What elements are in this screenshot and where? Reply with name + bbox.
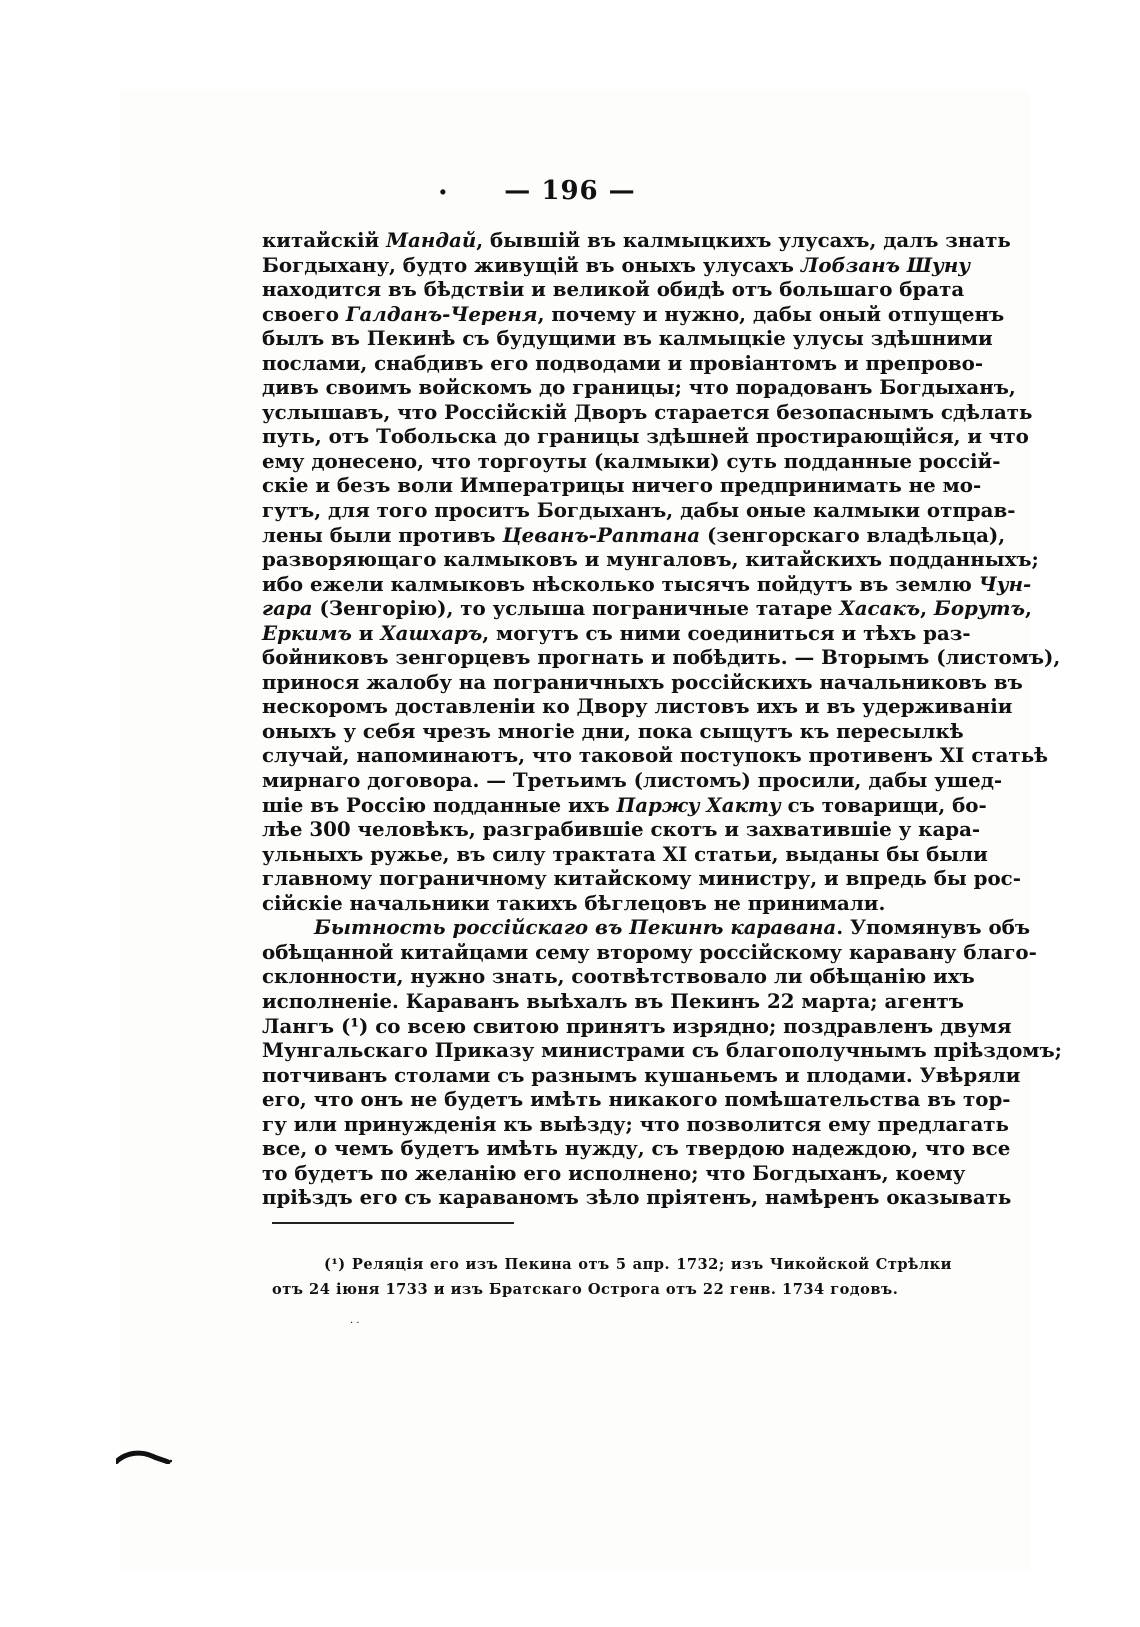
text-run: случай, напоминаютъ, что таковой поступокъ противенъ XI статьѣ bbox=[262, 743, 1049, 768]
text-line bbox=[262, 645, 1061, 670]
text-line bbox=[262, 1087, 1011, 1112]
text-run: китайскій bbox=[262, 228, 387, 252]
text-line bbox=[262, 473, 982, 498]
text-line bbox=[262, 301, 1005, 327]
text-line bbox=[262, 1013, 1012, 1039]
text-run: сійскіе начальники такихъ бѣглецовъ не принимали. bbox=[262, 890, 886, 915]
text-run: шіе въ Россію подданные ихъ bbox=[262, 792, 617, 817]
text-run: бойниковъ зенгорцевъ прогнать и побѣдить. — Вторымъ (листомъ), bbox=[262, 645, 1061, 670]
italic-term: Чун- bbox=[978, 571, 1032, 596]
text-run: , могутъ съ ними соединиться и тѣхъ раз- bbox=[482, 620, 971, 645]
text-line bbox=[262, 939, 1037, 965]
text-line bbox=[262, 1136, 1011, 1161]
text-run: своего bbox=[262, 301, 346, 326]
header-dot: . bbox=[438, 168, 449, 201]
italic-term: Хасакъ bbox=[839, 596, 921, 621]
page-header bbox=[0, 168, 1140, 206]
text-line bbox=[262, 1111, 1009, 1137]
text-line bbox=[262, 252, 971, 278]
text-run: путь, отъ Тобольска до границы здѣшней простирающійся, и что bbox=[262, 424, 1029, 449]
text-line bbox=[262, 350, 984, 376]
text-line bbox=[262, 792, 987, 818]
text-line bbox=[262, 866, 1021, 891]
text-line bbox=[262, 915, 1031, 940]
text-line bbox=[262, 1160, 966, 1186]
text-line bbox=[262, 694, 1013, 719]
footnote-line: отъ 24 іюня 1733 и изъ Братскаго Острога отъ 22 генв. 1734 годовъ. bbox=[272, 1281, 899, 1298]
text-run: лены были противъ bbox=[262, 522, 503, 547]
text-run: дивъ своимъ войскомъ до границы; что порадованъ Богдыханъ, bbox=[262, 375, 1016, 400]
text-run: . Упомянувъ объ bbox=[836, 915, 1031, 940]
text-line bbox=[262, 522, 1006, 548]
text-line bbox=[262, 547, 1039, 572]
text-run: послами, снабдивъ его подводами и провіантомъ и препрово- bbox=[262, 350, 984, 375]
text-line bbox=[262, 817, 981, 842]
text-run: Богдыхану, будто живущій въ оныхъ улусахъ bbox=[262, 252, 801, 277]
text-run: услышавъ, что Россійскій Дворъ старается безопаснымъ сдѣлать bbox=[262, 399, 1033, 424]
text-run: (зенгорскаго владѣльца), bbox=[700, 522, 1006, 547]
text-run: ибо ежели калмыковъ нѣсколько тысячъ пойдутъ въ землю bbox=[262, 571, 979, 596]
text-run: обѣщанной китайцами сему второму россійскому каравану благо- bbox=[262, 939, 1037, 964]
text-line bbox=[262, 768, 1003, 793]
text-line bbox=[262, 375, 1016, 400]
text-run: нескоромъ доставленіи ко Двору листовъ ихъ и въ удерживаніи bbox=[262, 694, 1013, 719]
text-run: ему донесено, что торгоуты (калмыки) суть подданные россій- bbox=[262, 448, 1001, 473]
text-run: то будетъ по желанію его исполнено; что Богдыханъ, коему bbox=[262, 1160, 966, 1185]
text-line bbox=[262, 1062, 1021, 1088]
text-run: Лангъ (¹) со всею свитою принятъ изрядно; поздравленъ двумя bbox=[262, 1013, 1012, 1038]
text-run: гутъ, для того проситъ Богдыханъ, дабы оные калмыки отправ- bbox=[262, 498, 1016, 523]
italic-term: Бытность россійскаго въ Пекинѣ каравана bbox=[314, 915, 837, 940]
text-line bbox=[262, 326, 993, 351]
text-line bbox=[262, 448, 1001, 474]
italic-term: Борутъ bbox=[933, 596, 1025, 621]
text-run: и bbox=[351, 620, 381, 645]
footnote bbox=[272, 1252, 952, 1302]
text-line bbox=[262, 719, 962, 744]
italic-term: Паржу Хакту bbox=[616, 792, 781, 817]
text-run: главному пограничному китайскому министру, и впредь бы рос- bbox=[262, 866, 1021, 891]
text-run: находится въ бѣдствіи и великой обидѣ отъ большаго брата bbox=[262, 277, 965, 302]
text-run: ульныхъ ружье, въ силу трактата XI статьи, выданы бы были bbox=[262, 841, 988, 866]
ink-mark bbox=[116, 1450, 172, 1464]
text-run: былъ въ Пекинѣ съ будущими въ калмыцкіе улусы здѣшними bbox=[262, 326, 993, 351]
body-text bbox=[262, 228, 1062, 1210]
specks: · · bbox=[350, 1318, 360, 1329]
text-run: гу или принужденія къ выѣзду; что позволится ему предлагать bbox=[262, 1111, 1009, 1136]
page-number: — 196 — bbox=[504, 176, 636, 206]
text-run: Мунгальскаго Приказу министрами съ благополучнымъ пріѣздомъ; bbox=[262, 1038, 1062, 1063]
text-line bbox=[262, 620, 971, 646]
text-line bbox=[262, 228, 1011, 253]
text-run: все, о чемъ будетъ имѣть нужду, съ твердою надеждою, что все bbox=[262, 1136, 1011, 1161]
text-line bbox=[262, 964, 975, 989]
text-line bbox=[262, 1185, 1012, 1210]
text-run: исполненіе. Караванъ выѣхалъ въ Пекинъ 22 марта; агентъ bbox=[262, 988, 964, 1013]
text-line bbox=[262, 1038, 1062, 1063]
text-run: , bbox=[1025, 596, 1032, 621]
text-line bbox=[262, 891, 962, 916]
text-line bbox=[262, 399, 1033, 425]
text-run: , бывшій въ калмыцкихъ улусахъ, далъ знать bbox=[476, 228, 1011, 252]
text-run: лѣе 300 человѣкъ, разграбившіе скотъ и захватившіе у кара- bbox=[262, 817, 981, 842]
italic-term: Лобзанъ Шуну bbox=[800, 252, 971, 277]
text-run: потчиванъ столами съ разнымъ кушаньемъ и плодами. Увѣряли bbox=[262, 1062, 1021, 1087]
italic-term: Хашхаръ bbox=[380, 620, 483, 645]
text-run: склонности, нужно знать, соотвѣтствовало ли обѣщанію ихъ bbox=[262, 964, 975, 989]
text-run: принося жалобу на пограничныхъ россійскихъ начальниковъ въ bbox=[262, 669, 1023, 694]
italic-term: гара bbox=[262, 596, 313, 621]
text-run: мирнаго договора. — Третьимъ (листомъ) просили, дабы ушед- bbox=[262, 768, 1003, 793]
italic-term: Мандай bbox=[386, 228, 477, 252]
text-line bbox=[262, 743, 1049, 768]
text-run: скіе и безъ воли Императрицы ничего предпринимать не мо- bbox=[262, 473, 982, 498]
text-run: разворяющаго калмыковъ и мунгаловъ, китайскихъ подданныхъ; bbox=[262, 547, 1039, 572]
text-line bbox=[262, 596, 1032, 621]
footnote-separator bbox=[272, 1222, 514, 1224]
text-line bbox=[262, 669, 1023, 695]
italic-term: Цеванъ-Раптана bbox=[502, 522, 701, 547]
text-line bbox=[262, 841, 988, 867]
text-line bbox=[262, 498, 1016, 523]
text-run: оныхъ у себя чрезъ многіе дни, пока сыщутъ къ пересылкѣ bbox=[262, 718, 964, 743]
text-run: , bbox=[920, 596, 934, 621]
footnote-line: (¹) Реляція его изъ Пекина отъ 5 апр. 1732; изъ Чикойской Стрѣлки bbox=[324, 1256, 952, 1273]
text-line bbox=[262, 277, 965, 302]
text-run: его, что онъ не будетъ имѣть никакого помѣшательства въ тор- bbox=[262, 1087, 1011, 1112]
text-line bbox=[262, 989, 962, 1014]
text-run: (Зенгорію), то услыша пограничные татаре bbox=[312, 596, 840, 621]
text-run: съ товарищи, бо- bbox=[780, 792, 987, 817]
italic-term: Еркимъ bbox=[262, 620, 352, 645]
text-run: , почему и нужно, дабы оный отпущенъ bbox=[537, 301, 1005, 326]
text-line bbox=[262, 424, 1029, 449]
text-line bbox=[262, 571, 1032, 597]
text-run: пріѣздъ его съ караваномъ зѣло пріятенъ, намѣренъ оказывать bbox=[262, 1185, 1012, 1210]
italic-term: Галданъ-Череня bbox=[345, 301, 538, 326]
